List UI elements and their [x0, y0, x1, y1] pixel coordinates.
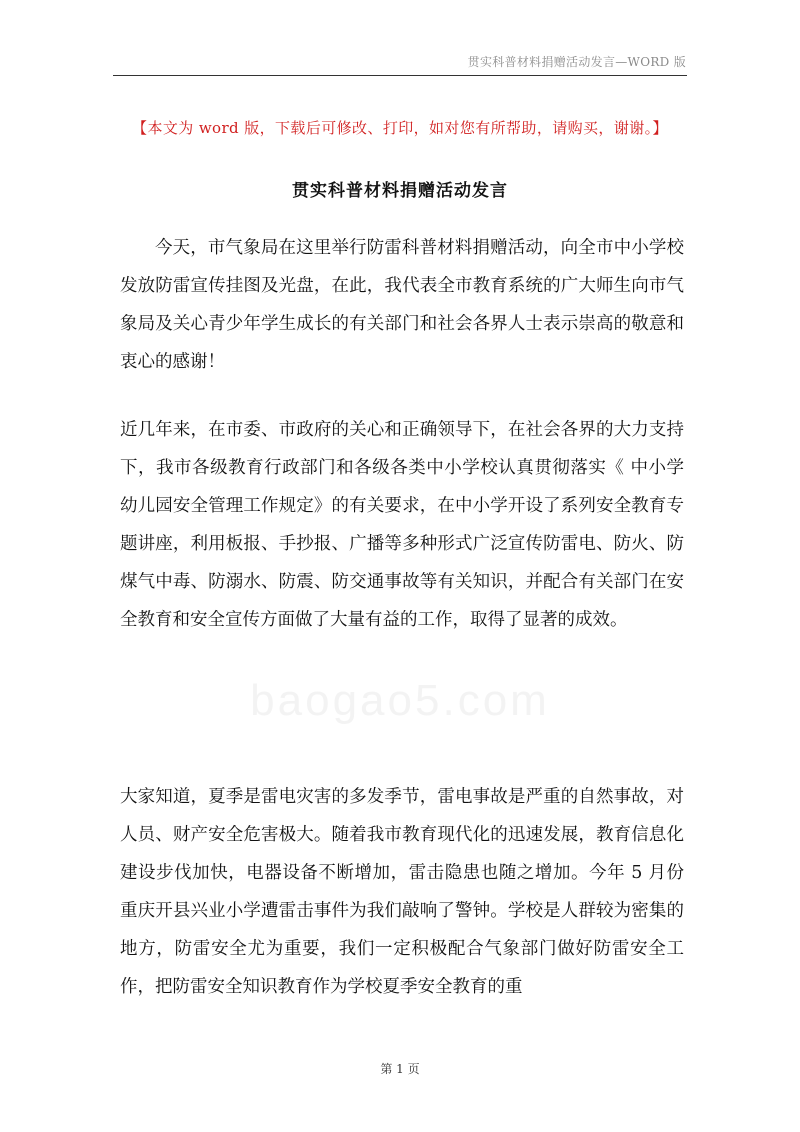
document-title: 贯实科普材料捐赠活动发言 [292, 181, 508, 201]
running-header: 贯实科普材料捐赠活动发言—WORD 版 [467, 55, 686, 69]
purchase-notice: 【本文为 word 版，下载后可修改、打印，如对您有所帮助，请购买，谢谢。】 [132, 119, 668, 137]
watermark: baogao5.com [250, 676, 550, 725]
paragraph-3: 大家知道，夏季是雷电灾害的多发季节，雷电事故是严重的自然事故，对人员、财产安全危害极大。随着我市教育现代化的迅速发展，教育信息化建设步伐加快，电器设备不断增加，雷击隐患也随之增加。今年 5 月份重庆开县兴业小学遭雷击事件为我们敲响了警钟。学校是人群较为密集的地方，防雷安全尤为重要，我们一定积极配合气象部门做好防雷安全工作，把防雷安全知识教育作为学校夏季安全教育的重 [120, 787, 684, 997]
header-divider [113, 75, 687, 76]
page-number: 第 1 页 [380, 1062, 420, 1076]
paragraph-1: 今天，市气象局在这里举行防雷科普材料捐赠活动，向全市中小学校发放防雷宣传挂图及光盘，在此，我代表全市教育系统的广大师生向市气象局及关心青少年学生成长的有关部门和社会各界人士表示崇高的敬意和衷心的感谢！ [120, 238, 684, 372]
paragraph-2: 近几年来，在市委、市政府的关心和正确领导下，在社会各界的大力支持下，我市各级教育行政部门和各级各类中小学校认真贯彻落实《 中小学幼儿园安全管理工作规定》的有关要求，在中小学开设了系列安全教育专题讲座，利用板报、手抄报、广播等多种形式广泛宣传防雷电、防火、防煤气中毒、防溺水、防震、防交通事故等有关知识，并配合有关部门在安全教育和安全宣传方面做了大量有益的工作，取得了显著的成效。 [120, 420, 684, 630]
